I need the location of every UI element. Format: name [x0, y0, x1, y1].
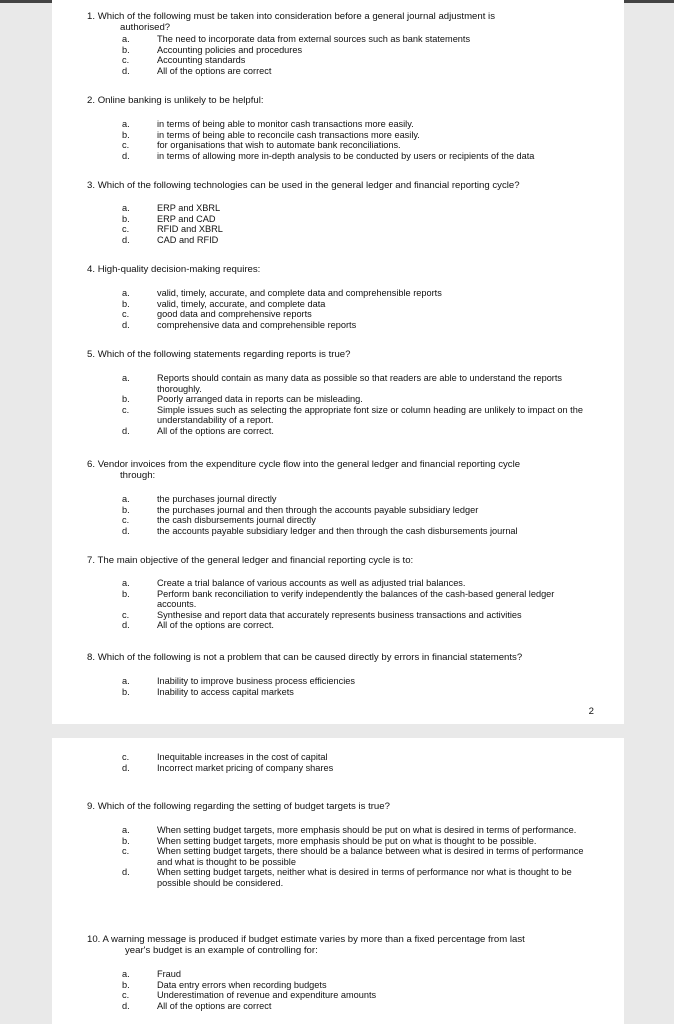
options-3 — [122, 203, 592, 245]
option-a[interactable]: a. Fraud — [122, 969, 182, 979]
question-10 — [87, 934, 607, 956]
question-number: 9. — [87, 801, 96, 812]
option-b[interactable]: b. ERP and CAD — [122, 213, 216, 224]
options-6 — [122, 494, 592, 536]
question-number: 3. — [87, 180, 96, 191]
option-c[interactable]: c. Synthesise and report data that accurately represents business transactions and activities — [122, 609, 522, 620]
option-a[interactable]: a. Inability to improve business process efficiencies — [122, 676, 355, 686]
option-d[interactable]: d. All of the options are correct. — [122, 620, 274, 630]
question-5 — [87, 349, 607, 360]
option-d[interactable]: d. When setting budget targets, neither what is desired in terms of performance nor what is thought to be possible should be considered. — [122, 867, 572, 888]
question-text: The main objective of the general ledger and financial reporting cycle is to: — [97, 555, 414, 566]
option-a[interactable]: a. in terms of being able to monitor cash transactions more easily. — [122, 119, 414, 129]
option-c[interactable]: c. Inequitable increases in the cost of capital — [122, 752, 328, 762]
option-a[interactable]: a. Reports should contain as many data as possible so that readers are able to understand the reports thoroughly. — [122, 373, 563, 394]
option-d[interactable]: d. comprehensive data and comprehensible reports — [122, 319, 357, 330]
options-4 — [122, 288, 592, 330]
page-1 — [52, 0, 624, 724]
option-d[interactable]: d. CAD and RFID — [122, 234, 219, 245]
question-number: 8. — [87, 652, 96, 663]
option-b[interactable]: b. Poorly arranged data in reports can be misleading. — [122, 394, 363, 404]
question-number: 2. — [87, 95, 96, 106]
option-a[interactable]: a. the purchases journal directly — [122, 494, 277, 504]
option-b[interactable]: b. Perform bank reconciliation to verify independently the balances of the cash-based general ledger accounts. — [122, 588, 555, 609]
question-2 — [87, 95, 607, 106]
option-c[interactable]: c. the cash disbursements journal directly — [122, 515, 316, 525]
options-8 — [122, 676, 592, 697]
question-number: 10. — [87, 934, 101, 945]
question-text-cont: through: — [120, 470, 156, 481]
page-number: 2 — [588, 706, 594, 717]
question-number: 1. — [87, 11, 96, 22]
option-c[interactable]: c. Underestimation of revenue and expenditure amounts — [122, 990, 377, 1000]
option-b[interactable]: b. valid, timely, accurate, and complete data — [122, 298, 326, 309]
option-a[interactable]: a. valid, timely, accurate, and complete data and comprehensible reports — [122, 288, 442, 298]
question-3 — [87, 180, 607, 191]
question-6 — [87, 459, 607, 481]
question-text: Which of the following technologies can be used in the general ledger and financial reporting cycle? — [97, 180, 520, 191]
option-c[interactable]: c. RFID and XBRL — [122, 224, 223, 234]
option-a[interactable]: a. Create a trial balance of various accounts as well as adjusted trial balances. — [122, 578, 466, 588]
question-8 — [87, 652, 607, 663]
option-c[interactable]: c. When setting budget targets, there should be a balance between what is desired in terms of performance and what is thought to be possible — [122, 846, 584, 867]
question-text: Which of the following is not a problem that can be caused directly by errors in financial statements? — [97, 652, 523, 663]
page-2 — [52, 738, 624, 1024]
question-text: A warning message is produced if budget estimate varies by more than a fixed percentage from last — [102, 934, 525, 945]
option-d[interactable]: d. All of the options are correct — [122, 65, 272, 76]
question-text-cont: year's budget is an example of controlling for: — [125, 945, 318, 956]
option-b[interactable]: b. in terms of being able to reconcile cash transactions more easily. — [122, 129, 420, 140]
options-8-continued — [122, 752, 592, 773]
question-1 — [87, 11, 607, 33]
options-5 — [122, 373, 592, 436]
option-a[interactable]: a. ERP and XBRL — [122, 203, 221, 213]
option-a[interactable]: a. When setting budget targets, more emphasis should be put on what is desired in terms of performance. — [122, 825, 577, 835]
question-7 — [87, 555, 607, 566]
option-b[interactable]: b. Inability to access capital markets — [122, 686, 294, 697]
question-text: Which of the following statements regarding reports is true? — [97, 349, 351, 360]
question-text: Which of the following must be taken into consideration before a general journal adjustment is — [97, 11, 495, 22]
option-a[interactable]: a. The need to incorporate data from external sources such as bank statements — [122, 34, 471, 44]
option-b[interactable]: b. When setting budget targets, more emphasis should be put on what is thought to be possible. — [122, 835, 537, 846]
option-d[interactable]: d. All of the options are correct — [122, 1000, 272, 1011]
options-9 — [122, 825, 592, 888]
option-d[interactable]: d. Incorrect market pricing of company shares — [122, 762, 334, 773]
option-b[interactable]: b. Accounting policies and procedures — [122, 44, 303, 55]
option-c[interactable]: c. Accounting standards — [122, 55, 246, 65]
question-number: 7. — [87, 555, 96, 566]
options-1 — [122, 34, 592, 76]
question-4 — [87, 264, 607, 275]
question-number: 6. — [87, 459, 96, 470]
option-b[interactable]: b. Data entry errors when recording budgets — [122, 979, 327, 990]
option-d[interactable]: d. in terms of allowing more in-depth analysis to be conducted by users or recipients of the data — [122, 150, 535, 161]
option-d[interactable]: d. All of the options are correct. — [122, 425, 274, 436]
question-number: 5. — [87, 349, 96, 360]
question-text: Online banking is unlikely to be helpful: — [97, 95, 264, 106]
question-text: High-quality decision-making requires: — [97, 264, 261, 275]
option-b[interactable]: b. the purchases journal and then through the accounts payable subsidiary ledger — [122, 504, 479, 515]
options-10 — [122, 969, 592, 1011]
option-c[interactable]: c. Simple issues such as selecting the appropriate font size or column heading are unlikely to impact on the understandability of a report. — [122, 404, 583, 425]
question-text-cont: authorised? — [120, 22, 171, 33]
option-d[interactable]: d. the accounts payable subsidiary ledger and then through the cash disbursements journal — [122, 525, 518, 536]
question-text: Vendor invoices from the expenditure cycle flow into the general ledger and financial reporting cycle — [97, 459, 521, 470]
options-2 — [122, 119, 592, 161]
options-7 — [122, 578, 592, 631]
option-c[interactable]: c. good data and comprehensive reports — [122, 309, 312, 319]
question-9 — [87, 801, 607, 812]
question-text: Which of the following regarding the setting of budget targets is true? — [97, 801, 390, 812]
option-c[interactable]: c. for organisations that wish to automate bank reconciliations. — [122, 140, 401, 150]
question-number: 4. — [87, 264, 96, 275]
